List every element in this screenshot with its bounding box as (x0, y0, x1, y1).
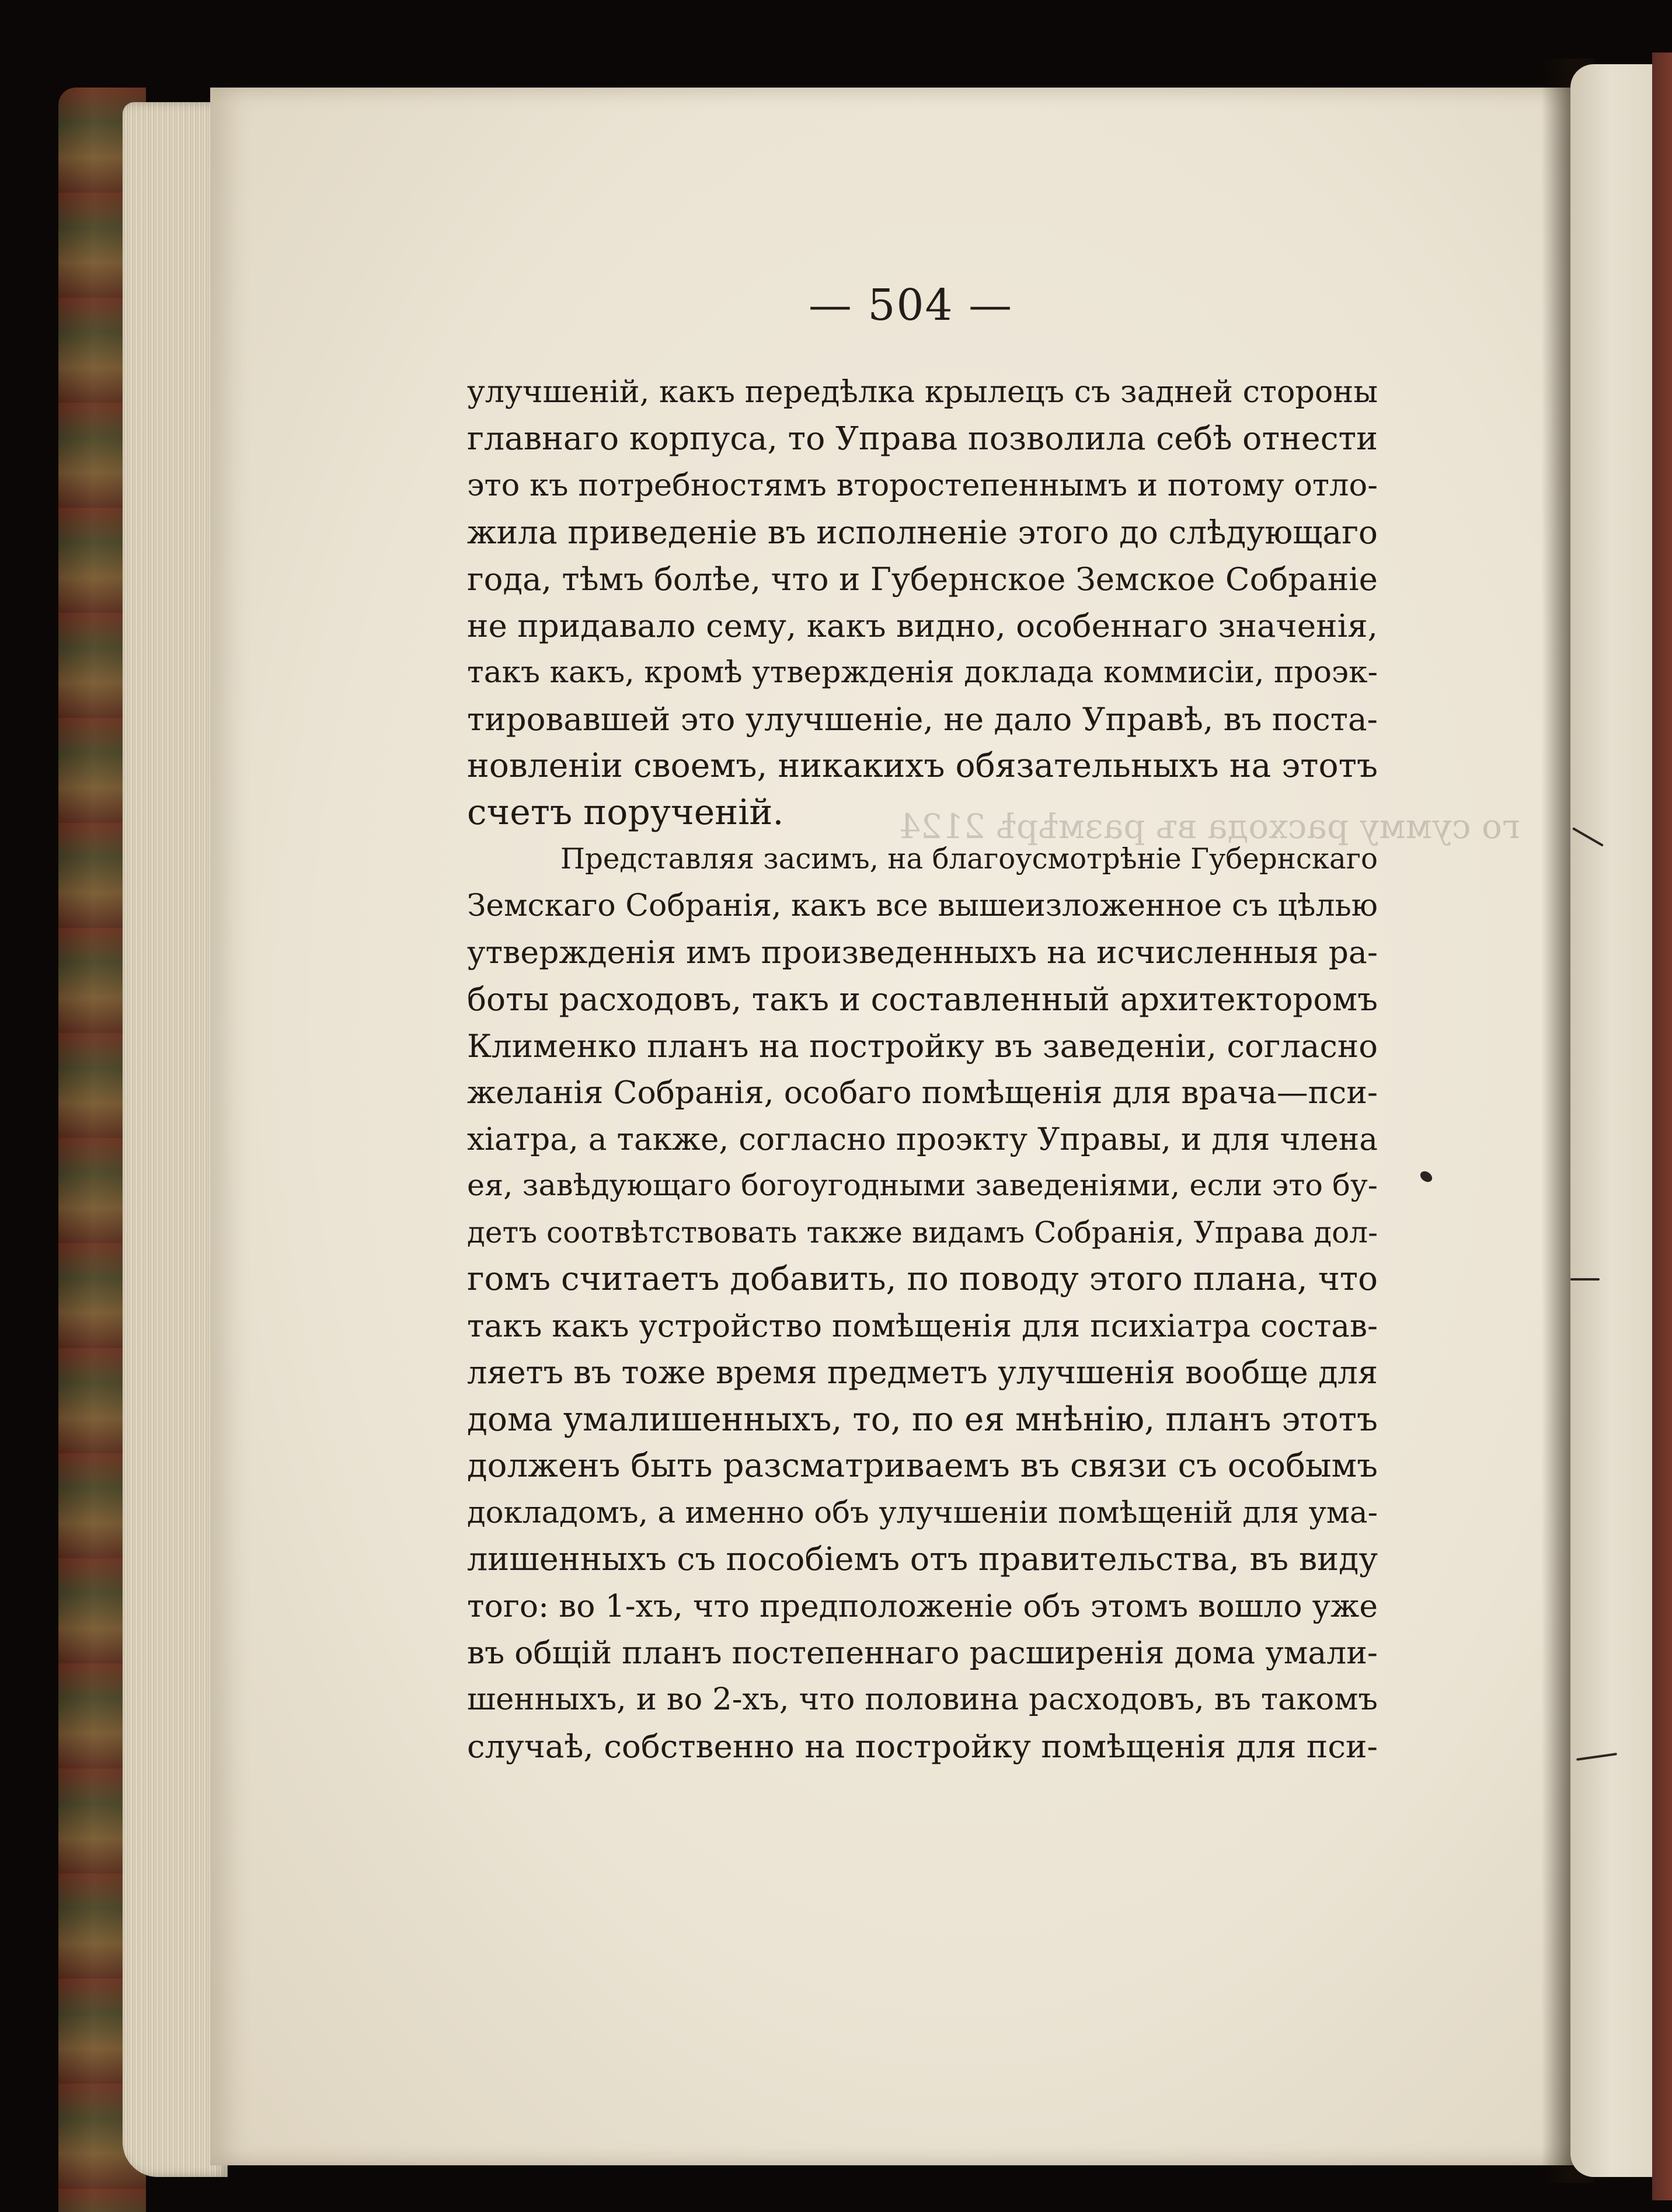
facing-page-binding (1652, 53, 1672, 2200)
text-line: утвержденія имъ произведенныхъ на исчисленныя ра- (467, 934, 1378, 971)
text-line: боты расходовъ, такъ и составленный архитекторомъ (467, 981, 1378, 1018)
text-line: хіатра, а также, согласно проэкту Управы, и для члена (467, 1121, 1378, 1157)
text-line: ляетъ въ тоже время предметъ улучшенія вообще для (467, 1354, 1378, 1391)
text-line: такъ какъ, кромѣ утвержденія доклада коммисіи, проэк- (467, 655, 1378, 690)
text-line: такъ какъ устройство помѣщенія для психіатра состав- (467, 1308, 1378, 1344)
text-line: докладомъ, а именно объ улучшеніи помѣщеній для ума- (467, 1495, 1378, 1530)
page-number: — 504 — (808, 280, 1013, 330)
binding-thread (1570, 1278, 1600, 1281)
text-line: улучшеній, какъ передѣлка крылецъ съ задней стороны (467, 374, 1378, 410)
text-line: Клименко планъ на постройку въ заведеніи, согласно (467, 1027, 1378, 1065)
text-line: желанія Собранія, особаго помѣщенія для врача—пси- (467, 1074, 1378, 1111)
text-line: жила приведеніе въ исполненіе этого до слѣдующаго (467, 514, 1378, 551)
text-line: дома умалишенныхъ, то, по ея мнѣнію, планъ этотъ (467, 1400, 1378, 1439)
text-line: шенныхъ, и во 2-хъ, что половина расходовъ, въ такомъ (467, 1681, 1378, 1717)
text-line: года, тѣмъ болѣе, что и Губернское Земское Собраніе (467, 560, 1378, 598)
text-line: Представляя засимъ, на благоусмотрѣніе Губернскаго (560, 843, 1378, 875)
text-line: долженъ быть разсматриваемъ въ связи съ особымъ (467, 1447, 1378, 1485)
text-line: это къ потребностямъ второстепеннымъ и потому отло- (467, 467, 1378, 503)
body-text (467, 369, 1378, 1770)
bleed-through-text: го сумму расхода въ размѣрѣ 2124 (899, 807, 1520, 846)
text-line: счетъ порученій. (467, 792, 784, 833)
text-line: случаѣ, собственно на постройку помѣщенія для пси- (467, 1728, 1378, 1765)
text-line: въ общій планъ постепеннаго расширенія дома умали- (467, 1634, 1378, 1671)
text-line: главнаго корпуса, то Управа позволила себѣ отнести (467, 420, 1378, 458)
text-line: гомъ считаетъ добавить, по поводу этого плана, что (467, 1260, 1378, 1298)
text-line: Земскаго Собранія, какъ все вышеизложенное съ цѣлью (467, 888, 1378, 923)
text-line: лишенныхъ съ пособіемъ отъ правительства, въ виду (467, 1540, 1378, 1578)
paragraph-1 (467, 369, 1378, 836)
text-line: того: во 1-хъ, что предположеніе объ этомъ вошло уже (467, 1588, 1378, 1624)
text-line: новленіи своемъ, никакихъ обязательныхъ на этотъ (467, 746, 1378, 785)
text-line: не придавало сему, какъ видно, особеннаго значенія, (467, 607, 1378, 644)
text-line: ея, завѣдующаго богоугодными заведеніями, если это бу- (467, 1168, 1378, 1203)
text-line: детъ соотвѣтствовать также видамъ Собранія, Управа дол- (467, 1215, 1378, 1250)
paragraph-2 (467, 836, 1378, 1770)
text-line: тировавшей это улучшеніе, не дало Управѣ, въ поста- (467, 700, 1378, 738)
